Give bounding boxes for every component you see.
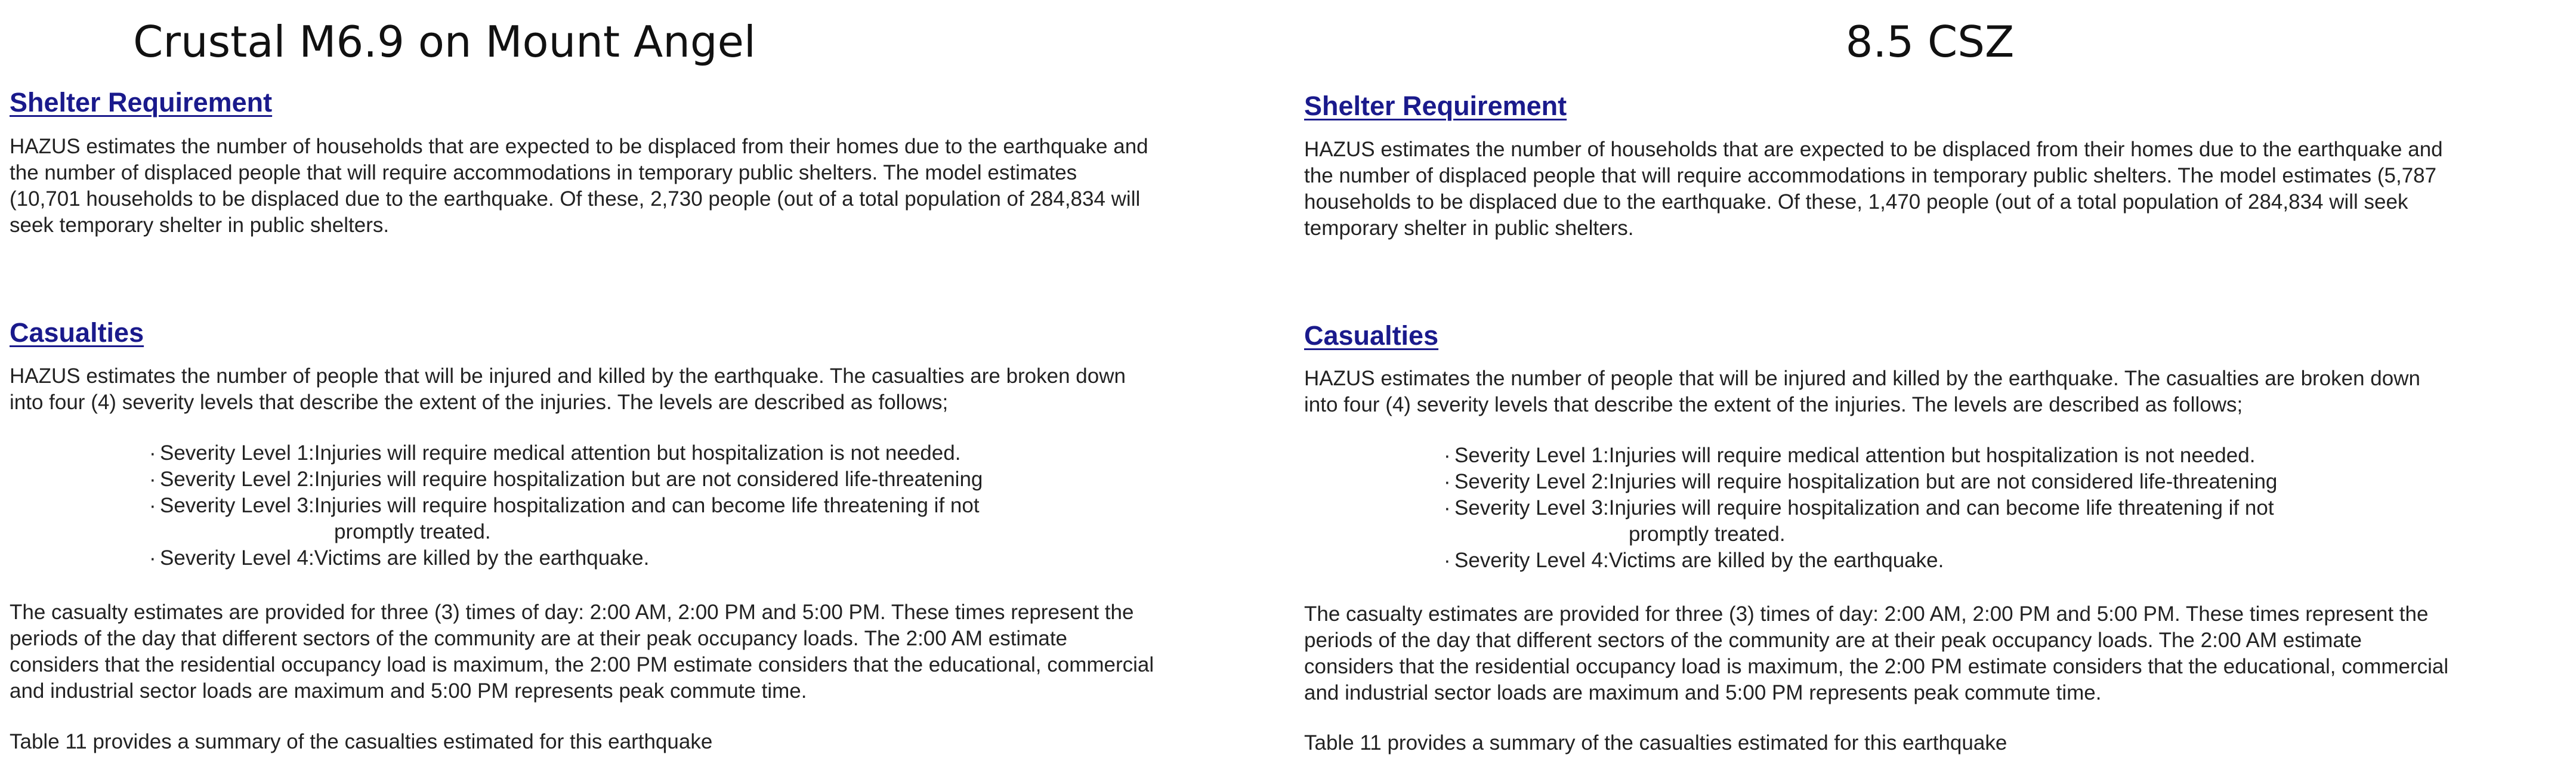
times-paragraph <box>10 599 1280 704</box>
times-paragraph <box>1304 601 2575 706</box>
shelter-paragraph <box>1304 137 2575 242</box>
scenario-title: Crustal M6.9 on Mount Angel <box>133 17 756 67</box>
list-item-continuation: promptly treated. <box>1629 522 1786 546</box>
text-line: into four (4) severity levels that describe the extent of the injuries. The levels are described as follows; <box>1304 393 2243 416</box>
list-item: · Severity Level 2:Injuries will require hospitalization but are not considered life-threatening <box>1444 469 2277 495</box>
severity-levels-list <box>149 440 983 571</box>
casualties-heading: Casualties <box>1304 320 1439 351</box>
text-line: periods of the day that different sectors of the community are at their peak occupancy loads. The 2:00 AM estimate <box>10 627 1068 650</box>
casualties-heading: Casualties <box>10 317 144 348</box>
text-line: periods of the day that different sectors of the community are at their peak occupancy loads. The 2:00 AM estimate <box>1304 629 2362 652</box>
text-line: the number of displaced people that will require accommodations in temporary public shelters. The model estimates (5,787 <box>1304 164 2437 187</box>
shelter-requirement-heading: Shelter Requirement <box>1304 91 1567 121</box>
table-note: Table 11 provides a summary of the casualties estimated for this earthquake <box>1304 731 2007 754</box>
list-item <box>1444 495 2277 548</box>
text-line: HAZUS estimates the number of households that are expected to be displaced from their homes due to the earthquake and <box>1304 138 2443 161</box>
text-line: and industrial sector loads are maximum and 5:00 PM represents peak commute time. <box>10 679 807 703</box>
severity-levels-list <box>1444 443 2277 574</box>
text-line: HAZUS estimates the number of people that will be injured and killed by the earthquake. The casualties are broken down <box>1304 367 2420 390</box>
right-column <box>1295 0 2576 770</box>
table-note: Table 11 provides a summary of the casualties estimated for this earthquake <box>10 730 713 753</box>
shelter-requirement-heading: Shelter Requirement <box>10 87 273 117</box>
scenario-title: 8.5 CSZ <box>1845 17 2015 67</box>
text-line: into four (4) severity levels that describe the extent of the injuries. The levels are described as follows; <box>10 391 949 414</box>
text-line: seek temporary shelter in public shelters. <box>10 214 390 237</box>
list-item: · Severity Level 4:Victims are killed by the earthquake. <box>149 545 983 571</box>
list-item: · Severity Level 2:Injuries will require hospitalization but are not considered life-threatening <box>149 466 983 493</box>
list-item: · Severity Level 1:Injuries will require medical attention but hospitalization is not needed. <box>1444 443 2277 469</box>
shelter-paragraph <box>10 134 1280 239</box>
text-line: HAZUS estimates the number of households that are expected to be displaced from their homes due to the earthquake and <box>10 135 1148 158</box>
casualties-intro <box>10 363 1280 416</box>
text-line: the number of displaced people that will require accommodations in temporary public shelters. The model estimates <box>10 161 1077 184</box>
list-item: · Severity Level 1:Injuries will require medical attention but hospitalization is not needed. <box>149 440 983 466</box>
list-item <box>149 493 983 545</box>
list-item-continuation: promptly treated. <box>334 520 491 543</box>
text-line: considers that the residential occupancy load is maximum, the 2:00 PM estimate considers that the educational, commercial <box>1304 655 2449 678</box>
text-line: households to be displaced due to the earthquake. Of these, 1,470 people (out of a total population of 284,834 will seek <box>1304 190 2408 214</box>
casualties-intro <box>1304 366 2575 418</box>
text-line: considers that the residential occupancy load is maximum, the 2:00 PM estimate considers that the educational, commercial <box>10 653 1154 676</box>
text-line: HAZUS estimates the number of people that will be injured and killed by the earthquake. The casualties are broken down <box>10 364 1126 388</box>
text-line: (10,701 households to be displaced due to the earthquake. Of these, 2,730 people (out of a total population of 284,834 will <box>10 187 1141 211</box>
list-item: · Severity Level 4:Victims are killed by the earthquake. <box>1444 548 2277 574</box>
text-line: temporary shelter in public shelters. <box>1304 217 1634 240</box>
text-line: The casualty estimates are provided for three (3) times of day: 2:00 AM, 2:00 PM and 5:00 PM. These times represent the <box>1304 602 2429 626</box>
text-line: and industrial sector loads are maximum and 5:00 PM represents peak commute time. <box>1304 681 2102 704</box>
text-line: The casualty estimates are provided for three (3) times of day: 2:00 AM, 2:00 PM and 5:00 PM. These times represent the <box>10 601 1134 624</box>
list-item-text: Severity Level 3:Injuries will require hospitalization and can become life threatening if not <box>160 494 980 517</box>
list-item-text: Severity Level 3:Injuries will require hospitalization and can become life threatening if not <box>1454 496 2274 519</box>
